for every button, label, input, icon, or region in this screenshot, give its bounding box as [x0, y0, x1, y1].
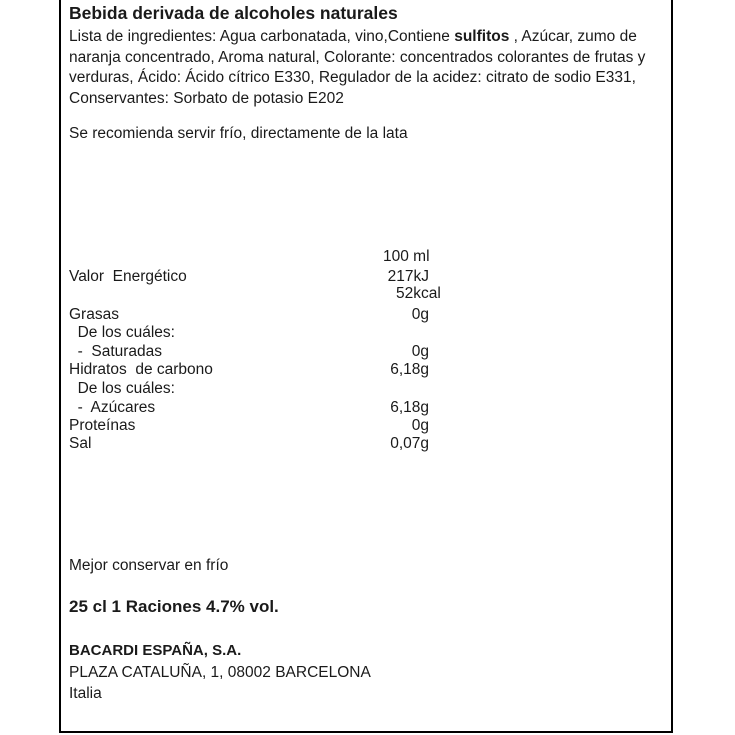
- nutrition-value: 0g: [411, 343, 429, 360]
- nutrition-label: Valor Energético: [69, 268, 187, 285]
- nutrition-label: Sal: [69, 435, 92, 452]
- nutrition-row: [69, 342, 429, 361]
- nutrition-value: 6,18g: [390, 361, 429, 378]
- nutrition-value: 0g: [411, 417, 429, 434]
- nutrition-value: 0g: [411, 306, 429, 323]
- nutrition-value-kj: 217kJ: [387, 268, 429, 285]
- nutrition-row: [69, 434, 429, 453]
- serving-note: Se recomienda servir frío, directamente de la lata: [69, 125, 408, 142]
- nutrition-label: Hidratos de carbono: [69, 361, 213, 378]
- ingredients-list: [69, 27, 664, 109]
- nutrition-value: 0,07g: [390, 435, 429, 452]
- nutrition-label: Grasas: [69, 306, 119, 323]
- nutrition-row-energy: [69, 267, 429, 286]
- nutrition-label: - Azúcares: [69, 399, 156, 416]
- nutrition-label: De los cuáles:: [69, 324, 175, 341]
- nutrition-row: [69, 323, 429, 342]
- nutrition-label: Proteínas: [69, 417, 136, 434]
- nutrition-row: [69, 379, 429, 398]
- company-name: BACARDI ESPAÑA, S.A.: [69, 642, 242, 659]
- nutrition-label: De los cuáles:: [69, 380, 175, 397]
- country-of-origin: Italia: [69, 685, 102, 702]
- nutrition-column-header: 100 ml: [383, 248, 430, 265]
- nutrition-value: 6,18g: [390, 399, 429, 416]
- nutrition-row: [69, 360, 429, 379]
- product-title: Bebida derivada de alcoholes naturales: [69, 3, 398, 23]
- ingredients-text-end: , Azúcar, zumo de naranja concentrado, Aroma natural, Colorante: concentrados colorantes de frutas y verduras, Ácido: Ácido cítrico E330, Regulador de la acidez: citrato de sodio E331, Conservantes: Sorbato de potasio E202: [69, 28, 646, 107]
- nutrition-row: [69, 305, 429, 324]
- nutrition-row: [69, 398, 429, 417]
- nutrition-value-kcal: 52kcal: [396, 285, 441, 302]
- ingredients-text-start: Lista de ingredientes: Agua carbonatada, vino,Contiene: [69, 28, 455, 45]
- package-info: 25 cl 1 Raciones 4.7% vol.: [69, 597, 279, 616]
- nutrition-label: - Saturadas: [69, 343, 163, 360]
- nutrition-row: [69, 416, 429, 435]
- company-address: PLAZA CATALUÑA, 1, 08002 BARCELONA: [69, 664, 371, 681]
- allergen-sulfitos: sulfitos: [454, 28, 510, 45]
- storage-note: Mejor conservar en frío: [69, 557, 229, 574]
